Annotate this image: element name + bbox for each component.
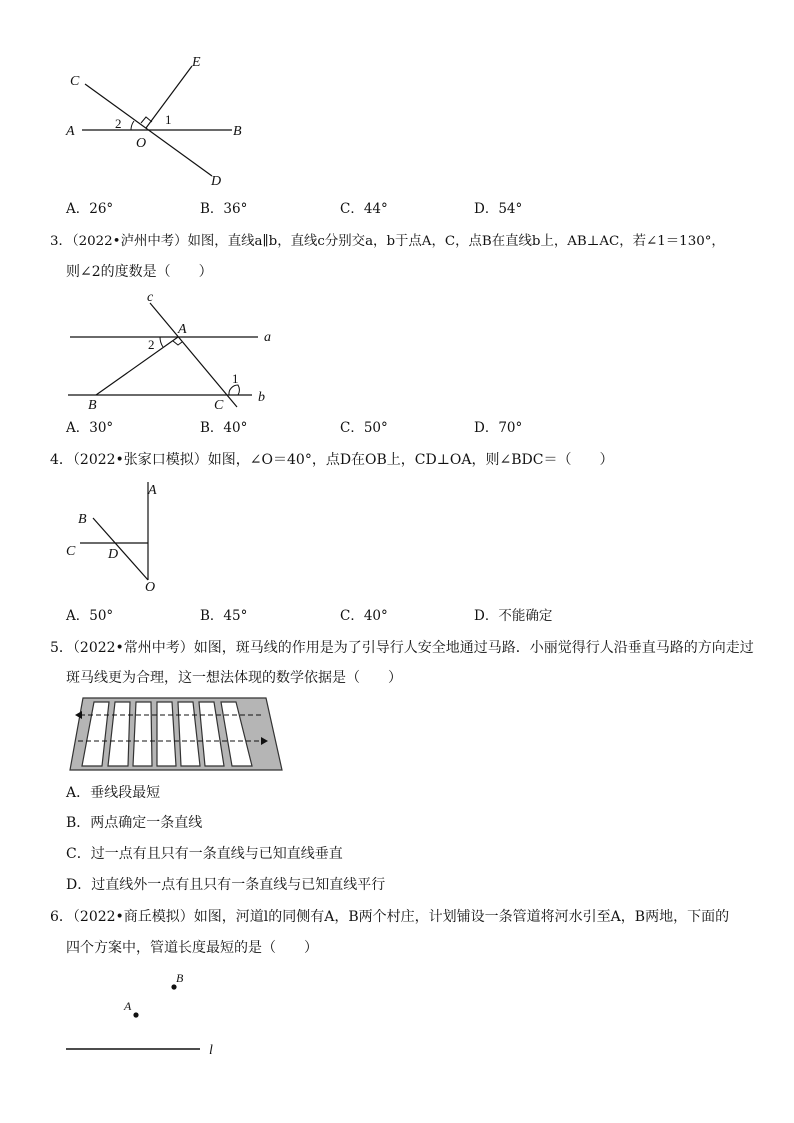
point-b	[171, 984, 176, 989]
angle-2-arc	[160, 337, 163, 347]
label-angle-1: 1	[165, 112, 172, 127]
label-b-point: B	[88, 398, 97, 413]
line-c	[150, 303, 237, 407]
q3-option-b[interactable]: B．40°	[200, 420, 248, 436]
q4-option-d[interactable]: D．不能确定	[474, 608, 553, 624]
point-a	[133, 1012, 138, 1017]
label-c: C	[66, 544, 76, 559]
label-e: E	[192, 55, 201, 70]
q3-option-a[interactable]: A．30°	[66, 420, 114, 436]
figure-q5-zebra-crossing	[0, 690, 794, 780]
angle-1-arc	[229, 385, 239, 395]
label-d: D	[108, 547, 119, 562]
figure-q3	[0, 285, 794, 415]
figure-q2	[0, 0, 794, 200]
label-o: O	[145, 580, 156, 595]
q4-option-a[interactable]: A．50°	[66, 608, 114, 624]
label-o: O	[136, 136, 147, 151]
arrow-left-icon	[75, 711, 82, 719]
q5-stem-line2: 斑马线更为合理，这一想法体现的数学依据是（ ）	[66, 670, 402, 686]
label-b: B	[176, 971, 184, 985]
ray-ob	[93, 518, 148, 580]
q5-option-b[interactable]: B．两点确定一条直线	[66, 815, 203, 831]
q2-option-c[interactable]: C．44°	[340, 201, 388, 217]
q2-option-b[interactable]: B．36°	[200, 201, 248, 217]
q3-option-c[interactable]: C．50°	[340, 420, 388, 436]
q5-option-a[interactable]: A．垂线段最短	[66, 785, 161, 801]
label-c-line: c	[147, 290, 154, 305]
label-l: l	[209, 1043, 213, 1058]
label-c-point: C	[214, 398, 224, 413]
q6-stem-line2: 四个方案中，管道长度最短的是（ ）	[66, 940, 318, 956]
q3-option-d[interactable]: D．70°	[474, 420, 523, 436]
q5-option-c[interactable]: C．过一点有且只有一条直线与已知直线垂直	[66, 846, 343, 862]
q5-option-d[interactable]: D．过直线外一点有且只有一条直线与已知直线平行	[66, 877, 386, 893]
label-b-line: b	[258, 390, 265, 405]
right-angle-mark	[173, 341, 182, 345]
label-angle-2: 2	[115, 116, 122, 131]
label-d: D	[211, 174, 222, 189]
label-a-point: A	[178, 322, 187, 337]
label-angle-2: 2	[148, 337, 155, 352]
label-a: A	[124, 999, 132, 1013]
q4-stem-line1: 4．（2022•张家口模拟）如图，∠O＝40°，点D在OB上，CD⊥OA，则∠BDC＝（ ）	[50, 452, 614, 468]
q2-option-d[interactable]: D．54°	[474, 201, 523, 217]
label-c: C	[70, 74, 80, 89]
q6-stem-line1: 6．（2022•商丘模拟）如图，河道l的同侧有A，B两个村庄，计划铺设一条管道将河水引至A，B两地，下面的	[50, 909, 730, 925]
label-a: A	[66, 124, 75, 139]
q4-option-c[interactable]: C．40°	[340, 608, 388, 624]
q2-option-a[interactable]: A．26°	[66, 201, 114, 217]
label-angle-1: 1	[232, 371, 239, 386]
q3-stem-line2: 则∠2的度数是（ ）	[66, 264, 213, 280]
label-b: B	[78, 512, 87, 527]
q3-stem-line1: 3．（2022•泸州中考）如图，直线a∥b，直线c分别交a，b于点A，C，点B在直线b上，AB⊥AC，若∠1＝130°，	[50, 234, 725, 249]
segment-ab	[96, 337, 178, 395]
q4-option-b[interactable]: B．45°	[200, 608, 248, 624]
label-a: A	[148, 483, 157, 498]
label-a-line: a	[264, 330, 271, 345]
q5-stem-line1: 5．（2022•常州中考）如图，斑马线的作用是为了引导行人安全地通过马路．小丽觉得行人沿垂直马路的方向走过	[50, 640, 754, 656]
figure-q4	[0, 470, 794, 600]
angle-2-arc	[131, 121, 134, 130]
label-b: B	[233, 124, 242, 139]
figure-q6	[0, 960, 794, 1060]
